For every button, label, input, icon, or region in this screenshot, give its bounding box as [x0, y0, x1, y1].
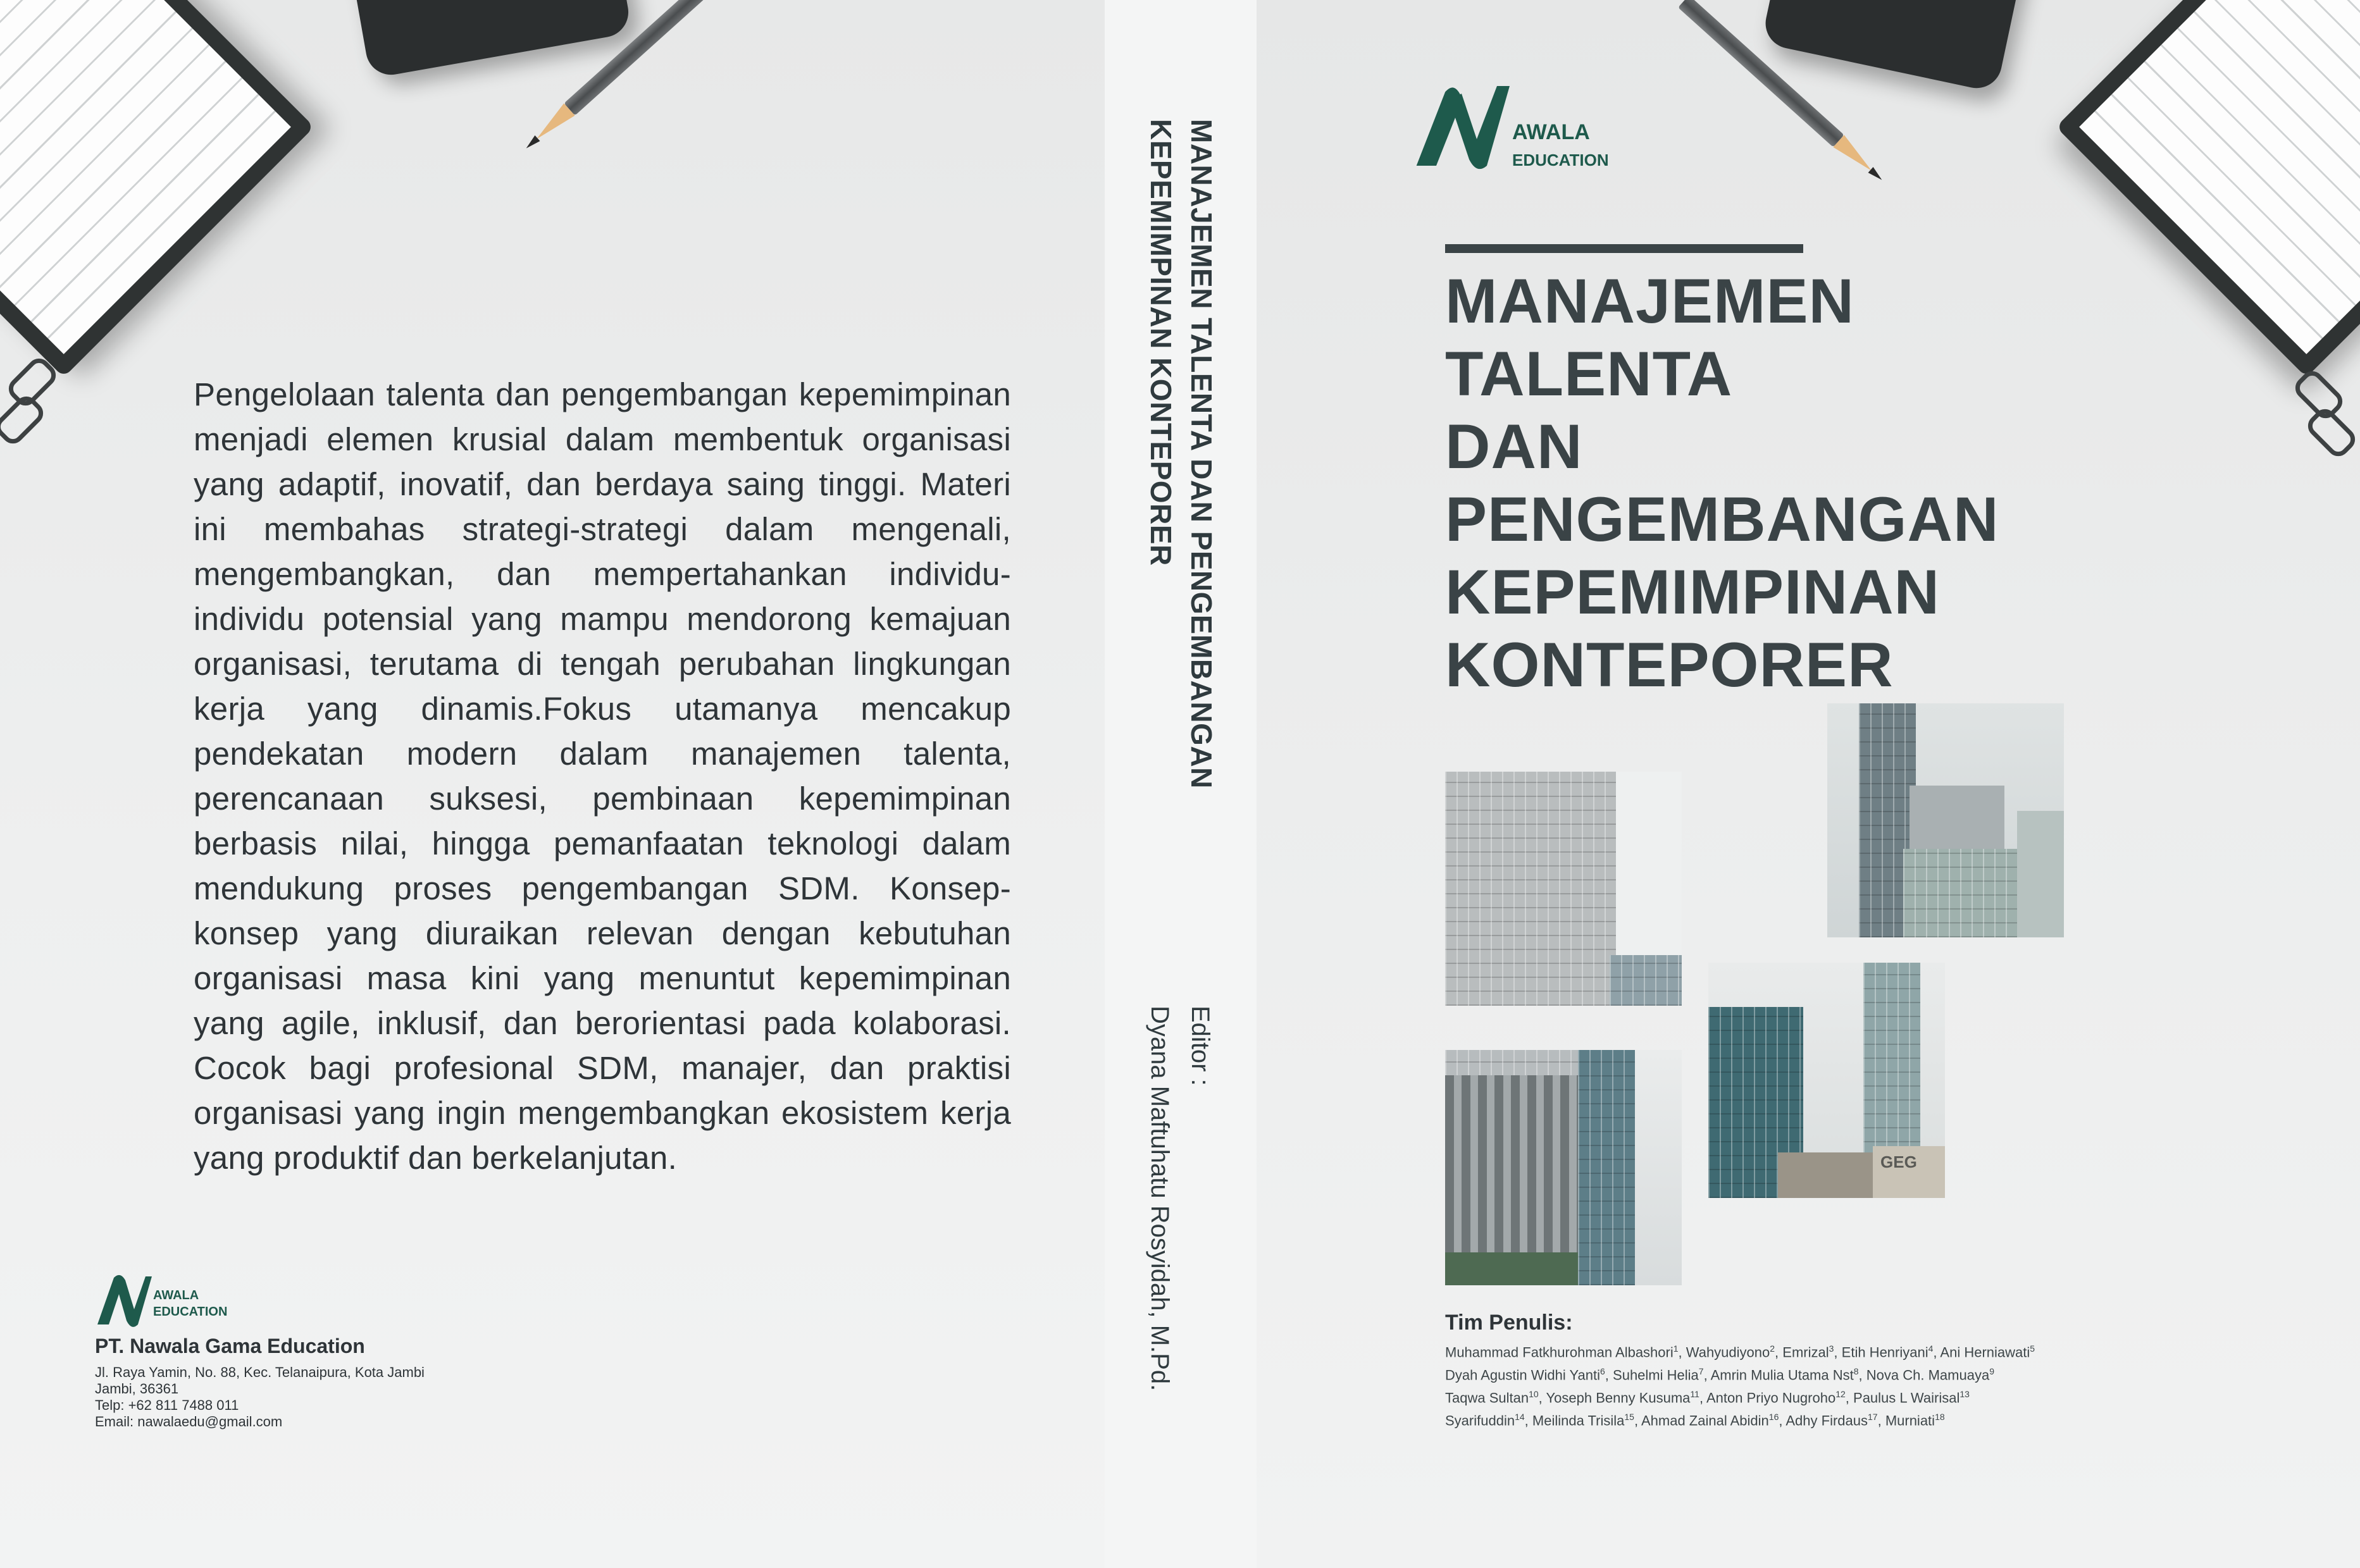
building-photo — [1827, 703, 2064, 937]
binder-ring-icon — [2303, 404, 2359, 460]
front-cover — [1257, 0, 2360, 1568]
author-affiliation-number: 15 — [1624, 1412, 1634, 1422]
publisher-address: Jambi, 36361 — [95, 1381, 179, 1397]
book-title-line: MANAJEMEN — [1445, 266, 1855, 336]
author-affiliation-number: 5 — [2030, 1343, 2035, 1354]
publisher-logo-text: AWALA — [153, 1288, 199, 1302]
publisher-name: PT. Nawala Gama Education — [95, 1335, 365, 1357]
back-cover — [0, 0, 1105, 1568]
author-name: Anton Priyo Nugroho — [1706, 1390, 1836, 1406]
author-affiliation-number: 6 — [1600, 1366, 1605, 1376]
author-name: Taqwa Sultan — [1445, 1390, 1529, 1406]
author-name: Nova Ch. Mamuaya — [1866, 1367, 1990, 1383]
publisher-logo-text: EDUCATION — [1512, 151, 1609, 170]
author-affiliation-number: 17 — [1868, 1412, 1878, 1422]
author-name: Wahyudiyono — [1686, 1344, 1770, 1361]
back-cover-blurb: Pengelolaan talenta dan pengembangan kepemimpinan menjadi elemen krusial dalam membentuk organisasi yang adaptif, inovatif, dan berdaya saing tinggi. Materi ini membahas strategi-strategi dalam mengenali, mengembangkan, dan mempertahankan individu-individu potensial yang mampu mendorong kemajuan organisasi, terutama di tengah perubahan lingkungan kerja yang dinamis.Fokus utamanya mencakup pendekatan modern dalam manajemen talenta, perencanaan suksesi, pembinaan kepemimpinan berbasis nilai, hingga pemanfaatan teknologi dalam mendukung proses pengembangan SDM. Konsep-konsep yang diuraikan relevan dengan kebutuhan organisasi masa kini yang menuntut kepemimpinan yang agile, inklusif, dan berorientasi pada kolaborasi. Cocok bagi profesional SDM, manajer, dan praktisi organisasi yang ingin mengembangkan ekosistem kerja yang produktif dan berkelanjutan. — [194, 376, 1011, 1176]
author-name: Murniati — [1885, 1412, 1935, 1429]
book-title-line: KEPEMIMPINAN — [1445, 557, 1941, 627]
author-affiliation-number: 12 — [1835, 1389, 1846, 1399]
spine-editor-name: Dyana Maftuhatu Rosyidah, M.Pd. — [1146, 1006, 1174, 1392]
author-name: Yoseph Benny Kusuma — [1546, 1390, 1691, 1406]
author-name: Paulus L Wairisal — [1853, 1390, 1960, 1406]
publisher-email: Email: nawalaedu@gmail.com — [95, 1414, 283, 1429]
author-name: Adhy Firdaus — [1786, 1412, 1868, 1429]
book-title-line: PENGEMBANGAN — [1445, 484, 1999, 554]
author-affiliation-number: 7 — [1698, 1366, 1704, 1376]
building-sign: GEG — [1880, 1152, 1917, 1171]
author-name: Amrin Mulia Utama Nst — [1710, 1367, 1854, 1383]
author-affiliation-number: 16 — [1768, 1412, 1779, 1422]
author-name: Ahmad Zainal Abidin — [1641, 1412, 1769, 1429]
author-affiliation-number: 4 — [1928, 1343, 1934, 1354]
publisher-logo-icon — [95, 1271, 228, 1330]
author-name: Suhelmi Helia — [1613, 1367, 1699, 1383]
notebook-image — [0, 0, 314, 378]
building-photo — [1445, 1050, 1682, 1285]
author-line: Dyah Agustin Widhi Yanti$^6$, Suhelmi Helia$^7$, Amrin Mulia Utama Nst$^8$, Nova Ch. Mamuaya$^9$ — [1445, 1366, 1994, 1383]
author-affiliation-number: 3 — [1829, 1343, 1834, 1354]
title-rule — [1445, 244, 1803, 253]
author-affiliation-number: 2 — [1770, 1343, 1775, 1354]
authors-heading: Tim Penulis: — [1445, 1311, 1573, 1335]
publisher-logo-icon — [1411, 78, 1639, 173]
binder-ring-icon — [0, 392, 48, 448]
publisher-logo-text: EDUCATION — [153, 1305, 228, 1319]
book-title-line: TALENTA — [1445, 338, 1733, 409]
author-line: Syarifuddin$^{14}$, Meilinda Trisila$^{15}$, Ahmad Zainal Abidin$^{16}$, Adhy Firdaus$^{17}$, Murniati$^{18}$ — [1445, 1412, 1945, 1429]
publisher-address: Jl. Raya Yamin, No. 88, Kec. Telanaipura, Kota Jambi — [95, 1364, 425, 1380]
spine-title: MANAJEMEN TALENTA DAN PENGEMBANGAN — [1185, 119, 1218, 789]
spine — [1105, 0, 1257, 1568]
author-name: Muhammad Fatkhurohman Albashori — [1445, 1344, 1674, 1361]
book-title-line: KONTEPORER — [1445, 629, 1894, 700]
author-affiliation-number: 10 — [1529, 1389, 1539, 1399]
author-name: Meilinda Trisila — [1532, 1412, 1625, 1429]
author-line: Muhammad Fatkhurohman Albashori$^1$, Wahyudiyono$^2$, Emrizal$^3$, Etih Henriyani$^4$, Ani Herniawati$^5$ — [1445, 1343, 2035, 1361]
author-name: Dyah Agustin Widhi Yanti — [1445, 1367, 1600, 1383]
author-affiliation-number: 13 — [1959, 1389, 1970, 1399]
author-affiliation-number: 11 — [1690, 1389, 1699, 1399]
author-name: Etih Henriyani — [1841, 1344, 1928, 1361]
building-photo — [1445, 772, 1682, 1006]
book-title — [1445, 264, 1999, 701]
author-line: Taqwa Sultan$^{10}$, Yoseph Benny Kusuma$^{11}$, Anton Priyo Nugroho$^{12}$, Paulus L Wairisal$^{13}$ — [1445, 1389, 1970, 1406]
phone-image — [1761, 0, 2030, 93]
phone-image — [342, 0, 633, 78]
notebook-image — [2056, 0, 2360, 378]
author-affiliation-number: 9 — [1989, 1366, 1994, 1376]
book-title-line: DAN — [1445, 411, 1583, 481]
author-name: Ani Herniawati — [1940, 1344, 2030, 1361]
author-affiliation-number: 1 — [1673, 1343, 1679, 1354]
publisher-phone: Telp: +62 811 7488 011 — [95, 1397, 239, 1413]
publisher-info — [95, 1335, 576, 1430]
author-affiliation-number: 14 — [1515, 1412, 1525, 1422]
author-affiliation-number: 18 — [1935, 1412, 1945, 1422]
spine-title: KEPEMIMPINAN KONTEPORER — [1145, 119, 1177, 566]
author-name: Emrizal — [1782, 1344, 1829, 1361]
building-photo — [1708, 963, 1945, 1198]
author-affiliation-number: 8 — [1853, 1366, 1859, 1376]
publisher-logo-text: AWALA — [1512, 120, 1590, 144]
spine-editor-label: Editor : — [1186, 1006, 1214, 1086]
author-name: Syarifuddin — [1445, 1412, 1515, 1429]
